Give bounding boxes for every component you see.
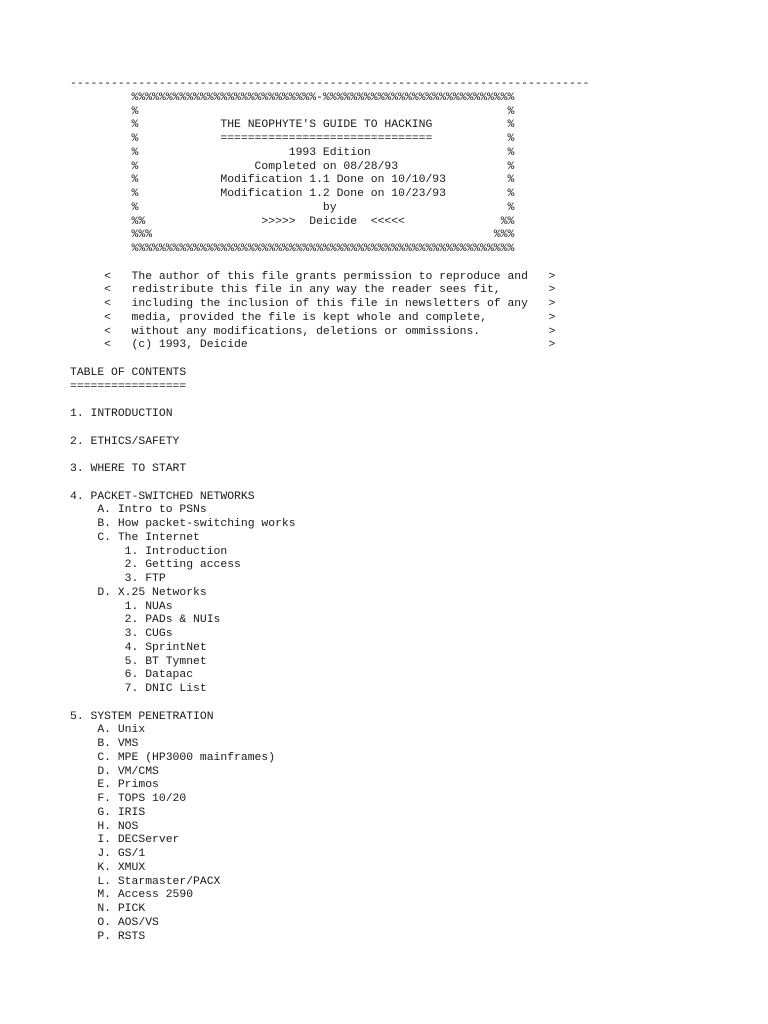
document-line: E. Primos [70,779,159,792]
document-line: B. VMS [70,738,139,750]
document-line: TABLE OF CONTENTS [70,366,187,379]
document-line: J. GS/1 [70,848,146,860]
document-line [70,422,760,436]
document-line: %%%%%%%%%%%%%%%%%%%%%%%%%%%-%%%%%%%%%%%%%%%%%%%%%%%%%%%% [70,91,515,104]
document-line: 5. SYSTEM PENETRATION [70,710,214,723]
document-line: L. Starmaster/PACX [70,875,221,888]
document-line: 6. Datapac [70,669,194,682]
document-line: 4. PACKET-SWITCHED NETWORKS [70,490,255,503]
document-line: A. Unix [70,724,146,737]
document-line: %%%%%%%%%%%%%%%%%%%%%%%%%%%%%%%%%%%%%%%%%%%%%%%%%%%%%%%% [70,243,515,255]
document-line: 2. ETHICS/SAFETY [70,435,180,448]
document-line: % Modification 1.2 Done on 10/23/93 % [70,188,515,200]
document-line: N. PICK [70,903,146,915]
document-line: %% >>>>> Deicide <<<<< %% [70,215,515,228]
document-line: ================= [70,380,187,393]
document-line: % =============================== % [70,133,515,145]
document-line: K. XMUX [70,861,146,874]
document-line: D. VM/CMS [70,765,159,778]
document-line [70,394,760,408]
document-line: 3. WHERE TO START [70,463,187,475]
document-line [70,477,760,491]
document-line: %%% %%% [70,229,515,242]
document-line: < The author of this file grants permission to reproduce and > [70,270,556,283]
document-line: % 1993 Edition % [70,146,515,159]
document-line: 1. INTRODUCTION [70,408,173,420]
document-line [70,353,760,367]
document-line: % Completed on 08/28/93 % [70,160,515,173]
document-line: F. TOPS 10/20 [70,793,187,805]
document-line: O. AOS/VS [70,916,159,929]
document-line: 3. CUGs [70,628,173,640]
document-line [70,257,760,271]
document-line: 2. PADs & NUIs [70,614,221,627]
document-line: C. MPE (HP3000 mainframes) [70,751,276,764]
document-line: 3. FTP [70,573,166,585]
document-line: % by % [70,201,515,214]
document-line: ---------------------------------------------------------------------------- [70,78,590,90]
document-line: B. How packet-switching works [70,518,296,530]
document-line: 1. Introduction [70,545,228,558]
document-line: 5. BT Tymnet [70,655,207,668]
document-line: 7. DNIC List [70,683,207,695]
document-line: G. IRIS [70,806,146,819]
document-line: C. The Internet [70,531,200,544]
document-line: D. X.25 Networks [70,586,207,599]
document-line: P. RSTS [70,930,146,943]
document-line: < including the inclusion of this file in newsletters of any > [70,298,556,310]
document-line: A. Intro to PSNs [70,504,207,517]
document-line: < (c) 1993, Deicide > [70,339,556,352]
document-line [70,697,760,711]
document-line: M. Access 2590 [70,889,194,902]
document-line: I. DECServer [70,834,180,847]
document-line: % % [70,105,515,118]
document-line: 1. NUAs [70,600,173,613]
document-line: < without any modifications, deletions or ommissions. > [70,325,556,338]
document-line: % Modification 1.1 Done on 10/10/93 % [70,174,515,187]
document-line [70,449,760,463]
document-line: % THE NEOPHYTE'S GUIDE TO HACKING % [70,119,515,132]
document-line: < media, provided the file is kept whole and complete, > [70,311,556,324]
document-line: H. NOS [70,820,139,833]
document-page [70,78,760,944]
document-line: < redistribute this file in any way the reader sees fit, > [70,284,556,297]
document-line: 2. Getting access [70,559,241,572]
document-line: 4. SprintNet [70,641,207,654]
